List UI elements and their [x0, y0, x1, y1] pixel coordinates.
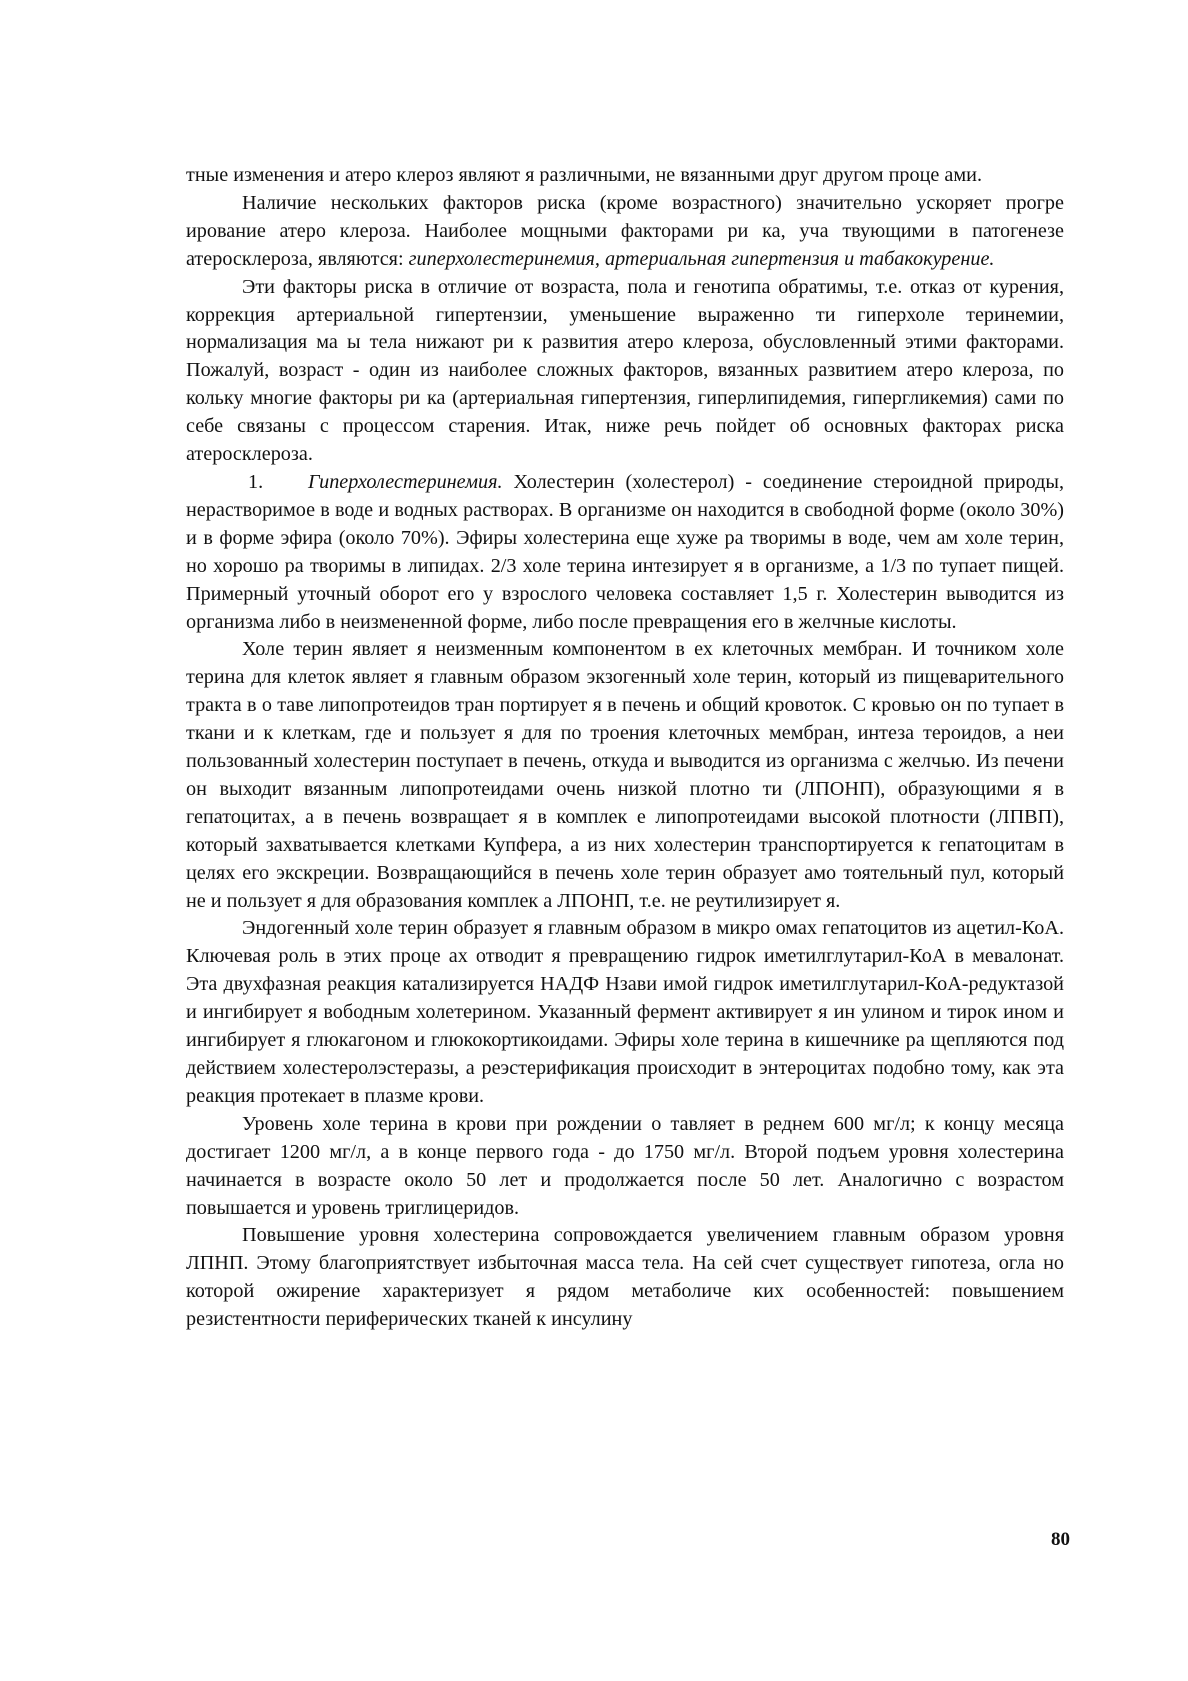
page-number: 80	[1051, 1529, 1070, 1550]
item-text: Холестерин (холестерол) - соединение стероидной природы, нерастворимое в воде и водных растворах. В организме он находится в свободной форме (около 30%) и в форме эфира (около 70%). Эфиры холестерина еще хуже ра творимы в воде, чем ам холе терин, но хорошо ра творимы в липидах. 2/3 холе терина интезирует я в организме, а 1/3 по тупает пищей. Примерный уточный оборот его у взрослого человека составляет 1,5 г. Холестерин выводится из организма либо в неизмененной форме, либо после превращения его в желчные кислоты.	[186, 470, 1064, 633]
paragraph-endogenous-cholesterol: Эндогенный холе терин образует я главным образом в микро омах гепатоцитов из ацетил-КоА. Ключевая роль в этих проце ах отводит я превращению гидрок иметилглутарил-КоА в мевалонат. Эта двухфазная реакция катализируется НАДФ Нзави имой гидрок иметилглутарил-КоА-редуктазой и ингибирует я вободным холетерином. Указанный фермент активирует я ин улином и тирок ином и ингибирует я глюкагоном и глюкокортикоидами. Эфиры холе терина в кишечнике ра щепляются под действием холестеролэстеразы, а реэстерификация происходит в энтероцитах подобно тому, как эта реакция протекает в плазме крови.	[186, 917, 1064, 1107]
italic-risk-list: гиперхолестеринемия, артериальная гипертензия и табакокурение.	[408, 247, 995, 270]
paragraph-risk-factors	[186, 190, 1064, 274]
paragraph-ldl-increase: Повышение уровня холестерина сопровождается увеличением главным образом уровня ЛПНП. Этому благоприятствует избыточная масса тела. На сей счет существует гипотеза, огла но которой ожирение характеризует я рядом метаболиче ких особенностей: повышением резистентности периферических тканей к инсулину	[186, 1224, 1064, 1331]
document-page	[186, 162, 1064, 1334]
paragraph-continuation: тные изменения и атеро клероз являют я различными, не вязанными друг другом проце ами.	[186, 164, 983, 186]
numbered-item-hypercholesterolemia	[186, 469, 1064, 636]
paragraph-reversible-factors: Эти факторы риска в отличие от возраста, пола и генотипа обратимы, т.е. отказ от курения, коррекция артериальной гипертензии, уменьшение выраженно ти гиперхоле теринемии, нормализация ма ы тела нижают ри к развития атеро клероза, обусловленный этими факторами. Пожалуй, возраст - один из наиболее сложных факторов, вязанных развитием атеро клероза, по кольку многие факторы ри ка (артериальная гипертензия, гиперлипидемия, гипергликемия) сами по себе связаны с процессом старения. Итак, ниже речь пойдет об основных факторах риска атеросклероза.	[186, 275, 1064, 466]
item-number: 1.	[248, 470, 264, 493]
paragraph-text: Наличие нескольких факторов риска (кроме возрастного) значительно ускоряет прогре ирование атеро клероза. Наиболее мощными факторами ри ка, уча твующими в патогенезе атеросклероза, являются:	[186, 191, 1064, 270]
item-term: Гиперхолестеринемия.	[308, 470, 503, 493]
paragraph-cholesterol-transport: Холе терин являет я неизменным компонентом в ех клеточных мембран. И точником холе терина для клеток являет я главным образом экзогенный холе терин, который из пищеварительного тракта в о таве липопротеидов тран портирует я в печень и общий кровоток. С кровью он по тупает в ткани и к клеткам, где и пользует я для по троения клеточных мембран, интеза тероидов, а неи пользованный холестерин поступает в печень, откуда и выводится из организма с желчью. Из печени он выходит вязанным липопротеидами очень низкой плотно ти (ЛПОНП), образующими я в гепатоцитах, а в печень возвращает я в комплек е липопротеидами высокой плотности (ЛПВП), который захватывается клетками Купфера, а из них холестерин транспортируется к гепатоцитам в целях его экскреции. Возвращающийся в печень холе терин образует амо тоятельный пул, который не и пользует я для образования комплек а ЛПОНП, т.е. не реутилизирует я.	[186, 638, 1064, 912]
paragraph-cholesterol-levels: Уровень холе терина в крови при рождении о тавляет в реднем 600 мг/л; к концу месяца достигает 1200 мг/л, а в конце первого года - до 1750 мг/л. Второй подъем уровня холестерина начинается в возрасте около 50 лет и продолжается после 50 лет. Аналогично с возрастом повышается и уровень триглицеридов.	[186, 1112, 1064, 1219]
